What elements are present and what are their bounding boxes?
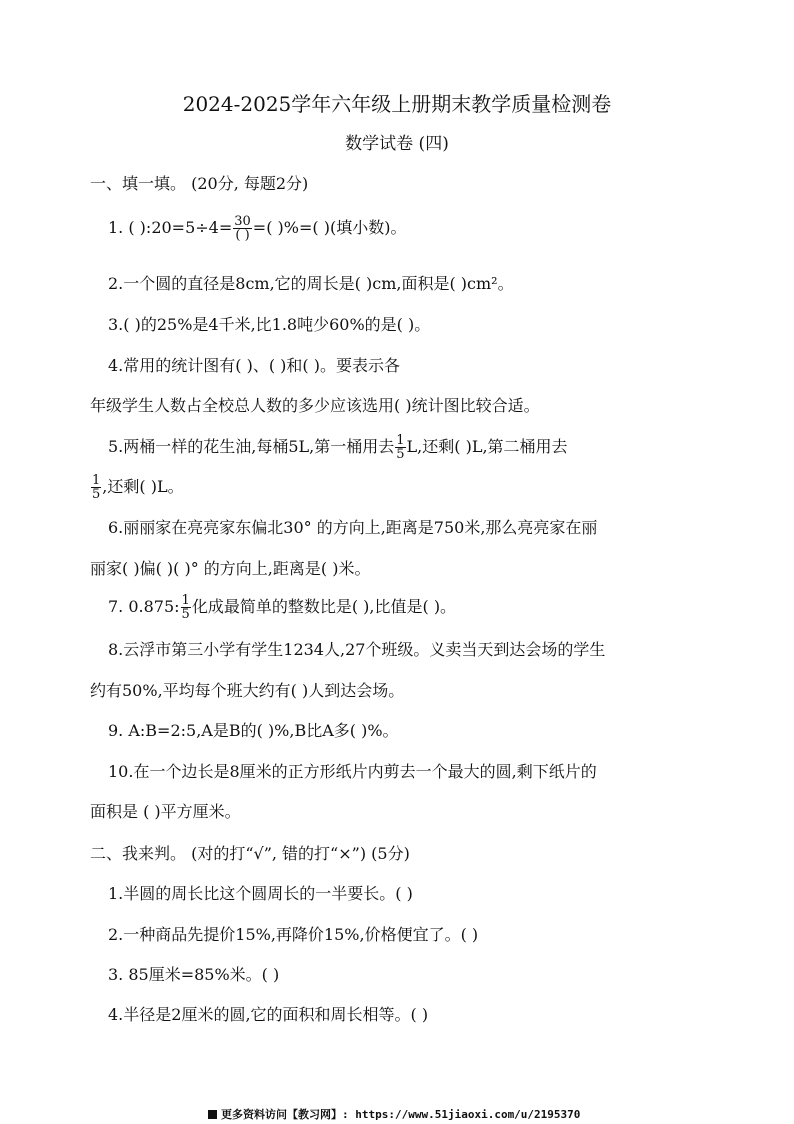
question-7-fraction [181, 594, 191, 621]
judge-question-2: 2.一种商品先提价15%,再降价15%,价格便宜了。( ) [108, 925, 479, 944]
question-8-line-2: 约有50%,平均每个班大约有( )人到达会场。 [90, 681, 405, 700]
question-3: 3.( )的25%是4千米,比1.8吨少60%的是( )。 [108, 315, 431, 334]
section2-heading: 二、我来判。 (对的打“√”, 错的打“×”) (5分) [90, 844, 410, 863]
fraction-denominator: ( ) [235, 228, 250, 243]
question-6-line-2: 丽家( )偏( )( )° 的方向上,距离是( )米。 [90, 559, 371, 578]
fraction-numerator: 1 [396, 433, 405, 448]
flag-icon [208, 1110, 217, 1119]
question-4-line-1: 4.常用的统计图有( )、( )和( )。要表示各 [108, 356, 400, 375]
judge-question-3: 3. 85厘米=85%米。( ) [108, 965, 280, 984]
question-5-fraction [395, 434, 405, 461]
question-1 [108, 210, 406, 246]
fraction-denominator: 5 [396, 447, 405, 462]
fraction-denominator: 5 [181, 607, 190, 622]
question-5-line-2 [90, 470, 184, 504]
fraction-numerator: 30 [234, 214, 251, 229]
question-4-line-2: 年级学生人数占全校总人数的多少应该选用( )统计图比较合适。 [90, 396, 540, 415]
page-title: 2024-2025学年六年级上册期末教学质量检测卷 [182, 92, 612, 116]
question-1-fraction [233, 215, 252, 242]
footer-text: 更多资料访问【教习网】: https://www.51jiaoxi.com/u/2195370 [221, 1108, 581, 1121]
page-subtitle: 数学试卷 (四) [345, 134, 449, 154]
question-6-line-1: 6.丽丽家在亮亮家东偏北30° 的方向上,距离是750米,那么亮亮家在丽 [108, 518, 598, 537]
question-1-text-b: =( )%=( )(填小数)。 [252, 218, 407, 237]
question-8-line-1: 8.云浮市第三小学有学生1234人,27个班级。义卖当天到达会场的学生 [108, 640, 606, 659]
question-10-line-2: 面积是 ( )平方厘米。 [90, 802, 241, 821]
question-5-fraction-2 [91, 474, 101, 501]
question-9: 9. A:B=2:5,A是B的( )%,B比A多( )%。 [108, 721, 399, 740]
question-7-text-a: 7. 0.875: [108, 597, 180, 616]
question-5-text-b: L,还剩( )L,第二桶用去 [406, 437, 568, 456]
fraction-numerator: 1 [92, 473, 101, 488]
question-5-line-1 [108, 430, 568, 464]
question-5-text-a: 5.两桶一样的花生油,每桶5L,第一桶用去 [108, 437, 395, 456]
footer-link[interactable] [208, 1106, 580, 1122]
question-5-text-c: ,还剩( )L。 [102, 477, 184, 496]
judge-question-4: 4.半径是2厘米的圆,它的面积和周长相等。( ) [108, 1005, 429, 1024]
fraction-denominator: 5 [92, 487, 101, 502]
judge-question-1: 1.半圆的周长比这个圆周长的一半要长。( ) [108, 884, 413, 903]
question-10-line-1: 10.在一个边长是8厘米的正方形纸片内剪去一个最大的圆,剩下纸片的 [108, 762, 597, 781]
question-1-text-a: 1. ( ):20=5÷4= [108, 218, 233, 237]
question-2: 2.一个圆的直径是8cm,它的周长是( )cm,面积是( )cm²。 [108, 274, 514, 293]
section1-heading: 一、填一填。 (20分, 每题2分) [90, 174, 309, 193]
fraction-numerator: 1 [181, 593, 190, 608]
question-7 [108, 590, 456, 624]
question-7-text-b: 化成最简单的整数比是( ),比值是( )。 [191, 597, 457, 616]
